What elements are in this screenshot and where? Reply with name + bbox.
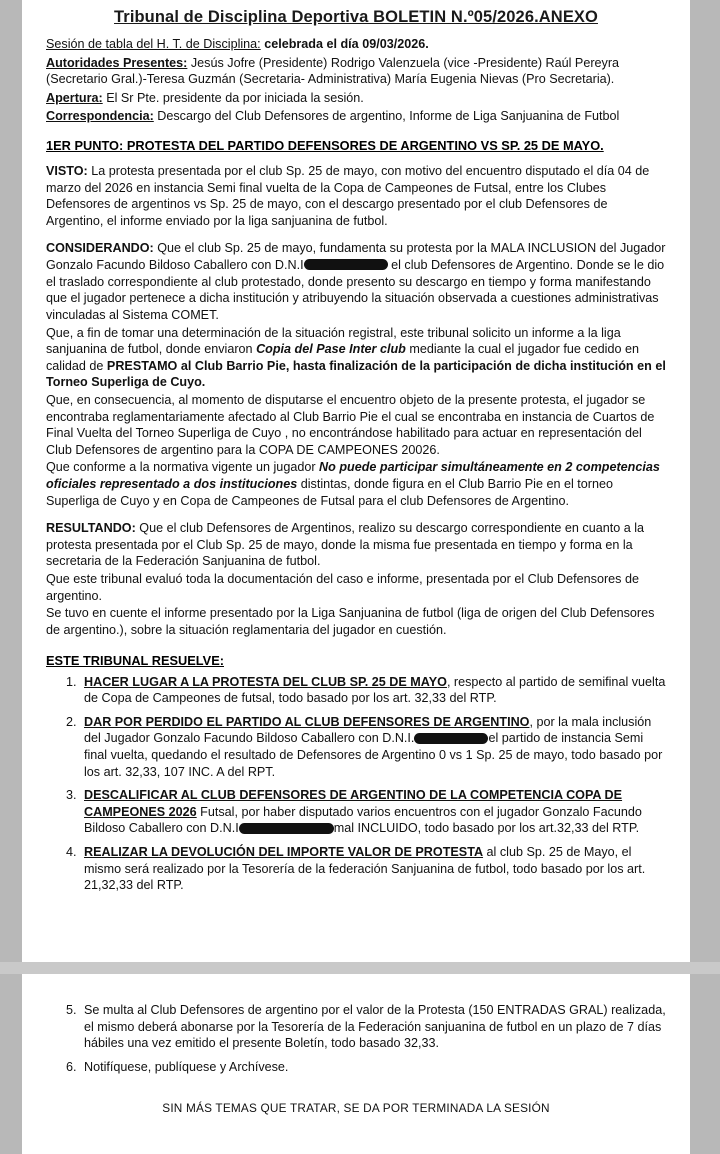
considerando-text-1b: el club Defensores de Argentino. Donde se le dio el traslado correspondiente al club protestado, donde presento su descargo en tiempo y forma manifestando que el jugador pertenece a dicha institución y atribuyendo la situación observada a cuestiones administrativas vinculadas al Sistema COMET. bbox=[46, 258, 665, 322]
resultando-paragraph-3: Se tuvo en cuente el informe presentado por la Liga Sanjuanina de futbol (liga de origen del Club Defensores de argentino.), sobre la situación reglamentaria del jugador en cuestión. bbox=[46, 606, 655, 637]
considerando-text-4a: Que conforme a la normativa vigente un jugador bbox=[46, 460, 320, 475]
considerando-paragraph-3: Que, en consecuencia, al momento de disputarse el encuentro objeto de la presente protesta, el jugador se encontraba reglamentariamente afectado al Club Barrio Pie el cual se encontraba en instancia de Cuartos de Final Vuelta del Torneo Superliga de Cuyo , no encontrándose habilitado para actuar en representación del Club Defensores de argentino para la COPA DE CAMPEONES 20026. bbox=[46, 392, 655, 457]
list-item bbox=[80, 787, 666, 837]
considerando-bold-prestamo: PRESTAMO al Club Barrio Pie, hasta finalización de la participación de dicha institución en el Torneo Superliga de Cuyo. bbox=[46, 358, 666, 390]
visto-paragraph bbox=[46, 163, 666, 229]
document-page-1 bbox=[22, 0, 690, 962]
resolution-4-rest: al club Sp. 25 de Mayo, el mismo será realizado por la Tesorería de la federación Sanjuanina de futbol, todo basado por los art. 21,32,33 del RTP. bbox=[84, 844, 646, 893]
opening-line bbox=[46, 90, 666, 107]
opening-label: Apertura: bbox=[46, 90, 103, 105]
list-item bbox=[80, 844, 666, 894]
resolution-4-headline: REALIZAR LA DEVOLUCIÓN DEL IMPORTE VALOR DE PROTESTA bbox=[84, 844, 484, 859]
considerando-emphasis-pase: Copia del Pase Inter club bbox=[256, 342, 406, 357]
session-value: celebrada el día 09/03/2026. bbox=[264, 37, 429, 51]
redaction-bar-dni-1 bbox=[304, 259, 388, 270]
document-page-2 bbox=[22, 974, 690, 1154]
considerando-text-1a: Que el club Sp. 25 de mayo, fundamenta su protesta por la MALA INCLUSION del Jugador Gonzalo Facundo Bildoso Caballero con D.N.I bbox=[46, 241, 666, 273]
visto-label: VISTO: bbox=[46, 164, 88, 179]
list-item: 6. Notifíquese, publíquese y Archívese. bbox=[80, 1059, 666, 1076]
list-item bbox=[80, 714, 666, 780]
considerando-label: CONSIDERANDO: bbox=[46, 241, 154, 256]
redaction-bar-dni-2 bbox=[414, 733, 488, 744]
resolution-3-headline: DESCALIFICAR AL CLUB DEFENSORES DE ARGENTINO DE LA COMPETENCIA COPA DE CAMPEONES 2026 bbox=[84, 788, 623, 819]
resolution-1-headline: HACER LUGAR A LA PROTESTA DEL CLUB SP. 25 DE MAYO bbox=[84, 674, 447, 689]
considerando-paragraph-4 bbox=[46, 459, 666, 509]
resultando-paragraph-1 bbox=[46, 520, 666, 570]
opening-value: El Sr Pte. presidente da por iniciada la sesión. bbox=[106, 90, 364, 105]
resolutions-list bbox=[46, 674, 666, 894]
page-title: Tribunal de Disciplina Deportiva BOLETIN N.º05/2026.ANEXO bbox=[114, 8, 598, 26]
page-separator bbox=[0, 962, 720, 974]
resultando-paragraph-2: Que este tribunal evaluó toda la documentación del caso e informe, presentada por el Club Defensores de argentino. bbox=[46, 572, 639, 603]
considerando-paragraph-1 bbox=[46, 240, 666, 323]
correspondence-value: Descargo del Club Defensores de argentino, Informe de Liga Sanjuanina de Futbol bbox=[157, 109, 620, 124]
resultando-label: RESULTANDO: bbox=[46, 521, 136, 536]
session-line bbox=[46, 36, 666, 53]
correspondence-line bbox=[46, 108, 666, 125]
resolves-heading: ESTE TRIBUNAL RESUELVE: bbox=[46, 652, 224, 668]
resolution-3-rest-a: Futsal, por haber disputado varios encuentros con el jugador Gonzalo Facundo Bildoso Caballero con D.N.I bbox=[84, 804, 642, 836]
authorities-value: Jesús Jofre (Presidente) Rodrigo Valenzuela (vice -Presidente) Raúl Pereyra (Secretario Gral.)-Teresa Guzmán (Secretaria- Administrativa) María Eugenia Nievas (Pro Secretaria). bbox=[46, 55, 620, 87]
visto-text: La protesta presentada por el club Sp. 25 de mayo, con motivo del encuentro disputado el día 04 de marzo del 2026 en instancia Semi final vuelta de la Copa de Campeones de Futsal, entre los Clubes Defensores de argentinos vs Sp. 25 de mayo, con el descargo presentado por el club Defensores de Argentino, el informe enviado por la liga sanjuanina de futbol. bbox=[46, 164, 650, 228]
session-label: Sesión de tabla del H. T. de Disciplina: bbox=[46, 37, 261, 51]
resolution-2-rest-a: , por la mala inclusión del Jugador Gonzalo Facundo Bildoso Caballero con D.N.I. bbox=[84, 714, 652, 746]
considerando-text-4b: distintas, donde figura en el Club Barrio Pie en el torneo Superliga de Cuyo y en Copa de Campeones de Futsal para el club Defensores de Argentino. bbox=[46, 477, 613, 508]
considerando-paragraph-2 bbox=[46, 325, 666, 391]
resultando-text-1: Que el club Defensores de Argentinos, realizo su descargo correspondiente en cuanto a la protesta presentada por el Club Sp. 25 de mayo, donde la misma fue presentada en tiempo y forma en la secretaria de la Federación Sanjuanina de futbol. bbox=[46, 521, 645, 569]
redaction-bar-dni-3 bbox=[239, 823, 334, 834]
closing-statement: SIN MÁS TEMAS QUE TRATAR, SE DA POR TERMINADA LA SESIÓN bbox=[162, 1101, 550, 1116]
considerando-emphasis-simultaneo: No puede participar simultáneamente en 2 competencias oficiales representado a dos instituciones bbox=[46, 460, 660, 492]
resolution-1-rest: , respecto al partido de semifinal vuelta de Copa de Campeones de futsal, todo basado por los art. 32,33 del RTP. bbox=[84, 674, 666, 706]
resolution-2-rest-b: el partido de instancia Semi final vuelta, quedando el resultado de Defensores de Argentino 0 vs 1 Sp. 25 de mayo, todo basado por los art. 32,33, 107 INC. A del RPT. bbox=[84, 731, 663, 779]
point-title: 1ER PUNTO: PROTESTA DEL PARTIDO DEFENSORES DE ARGENTINO VS SP. 25 DE MAYO. bbox=[46, 138, 604, 154]
authorities-line bbox=[46, 55, 666, 88]
bottom-resolutions-list bbox=[46, 1002, 666, 1075]
considerando-text-2b: mediante la cual el jugador fue cedido en calidad de bbox=[46, 342, 639, 373]
list-item bbox=[80, 674, 666, 707]
resolution-2-headline: DAR POR PERDIDO EL PARTIDO AL CLUB DEFENSORES DE ARGENTINO bbox=[84, 714, 530, 729]
list-item: 5. Se multa al Club Defensores de argentino por el valor de la Protesta (150 ENTRADAS GRAL) realizada, el mismo deberá abonarse por la Tesorería de la Federación sanjuanina de futbol en un plazo de 7 días hábiles una vez emitido el presente Boletín, todo basado 32,33. bbox=[80, 1002, 666, 1052]
considerando-text-2a: Que, a fin de tomar una determinación de la situación registral, este tribunal solicito un informe a la liga sanjuanina de futbol, donde enviaron bbox=[46, 325, 621, 357]
correspondence-label: Correspondencia: bbox=[46, 109, 154, 124]
resolution-3-rest-b: mal INCLUIDO, todo basado por los art.32,33 del RTP. bbox=[333, 821, 640, 836]
authorities-label: Autoridades Presentes: bbox=[46, 55, 188, 70]
